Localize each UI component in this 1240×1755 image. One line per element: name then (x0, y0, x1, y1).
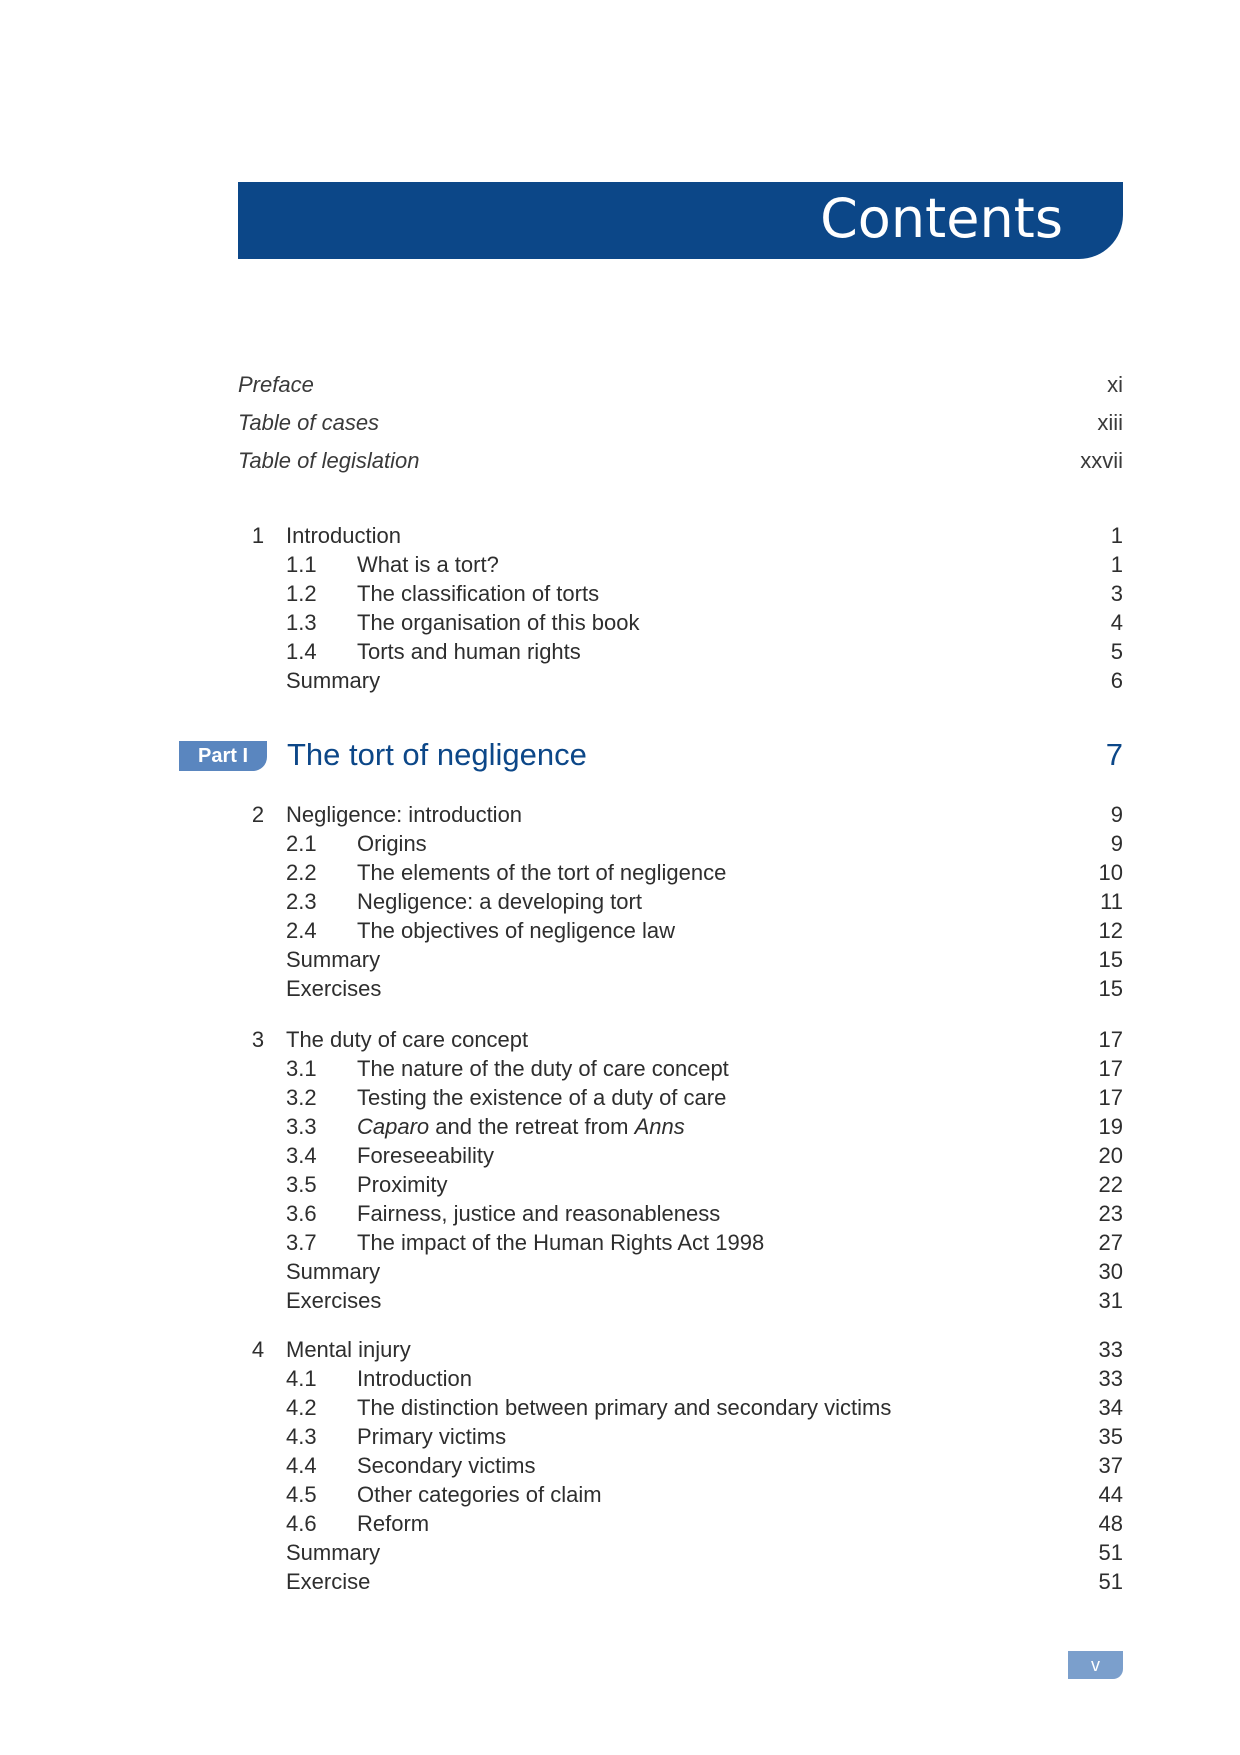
chapter-title: Introduction (286, 523, 401, 548)
entry-page: 48 (1098, 1511, 1123, 1536)
section-title: Primary victims (357, 1424, 507, 1449)
section-title: Testing the existence of a duty of care (357, 1085, 727, 1110)
entry-page: 44 (1098, 1482, 1123, 1507)
page-number-badge: v (1068, 1651, 1123, 1679)
chapter-title: The duty of care concept (286, 1027, 529, 1052)
entry-page: 17 (1098, 1056, 1123, 1081)
section-number: 4.2 (286, 1395, 317, 1420)
entry-page: 1 (1110, 523, 1123, 548)
entry-page: 30 (1098, 1259, 1123, 1284)
entry-page: 19 (1098, 1114, 1123, 1139)
chapter-number: 2 (251, 802, 265, 827)
entry-page: 33 (1098, 1366, 1123, 1391)
section-number: 3.4 (286, 1143, 317, 1168)
summary-label: Summary (286, 947, 381, 972)
section-title: The elements of the tort of negligence (357, 860, 727, 885)
entry-page: 5 (1110, 639, 1123, 664)
section-entry[interactable] (248, 829, 1123, 858)
section-entry[interactable] (248, 608, 1123, 637)
chapter-heading[interactable] (248, 1025, 1123, 1054)
exercises-label: Exercises (286, 976, 382, 1001)
section-entry[interactable] (248, 1393, 1123, 1422)
section-title: The distinction between primary and secondary victims (357, 1395, 892, 1420)
section-number: 1.1 (286, 552, 317, 577)
entry-page: 34 (1098, 1395, 1123, 1420)
summary-entry[interactable] (248, 666, 1123, 695)
case-name-anns: Anns (634, 1114, 685, 1139)
entry-page: 31 (1098, 1288, 1123, 1313)
part-page: 7 (1105, 737, 1123, 772)
exercises-entry[interactable] (248, 1567, 1123, 1596)
section-number: 2.4 (286, 918, 317, 943)
entry-page: 4 (1110, 610, 1123, 635)
entry-page: xi (1107, 372, 1123, 397)
entry-label: Preface (238, 372, 314, 397)
chapter-heading[interactable] (248, 800, 1123, 829)
chapter-number: 3 (251, 1027, 265, 1052)
section-number: 4.5 (286, 1482, 317, 1507)
section-entry[interactable] (248, 637, 1123, 666)
entry-page: 15 (1098, 947, 1123, 972)
entry-page: xxvii (1080, 448, 1123, 473)
entry-page: 33 (1098, 1337, 1123, 1362)
section-entry[interactable] (248, 1054, 1123, 1083)
entry-page: 1 (1110, 552, 1123, 577)
section-entry[interactable] (248, 1364, 1123, 1393)
section-number: 1.3 (286, 610, 317, 635)
section-title: Origins (357, 831, 427, 856)
toc-entry-table-of-cases[interactable] (238, 408, 1123, 438)
summary-label: Summary (286, 668, 381, 693)
summary-entry[interactable] (248, 1257, 1123, 1286)
chapter-1 (248, 521, 1123, 695)
section-number: 4.3 (286, 1424, 317, 1449)
entry-page: 11 (1100, 889, 1123, 914)
entry-page: 17 (1098, 1085, 1123, 1110)
contents-banner (238, 182, 1123, 259)
chapter-title: Mental injury (286, 1337, 411, 1362)
chapter-2 (248, 800, 1123, 1003)
section-title: The classification of torts (357, 581, 600, 606)
section-title-text: and the retreat from (429, 1114, 635, 1139)
section-title: The nature of the duty of care concept (357, 1056, 729, 1081)
entry-page: 17 (1098, 1027, 1123, 1052)
section-entry[interactable] (248, 1228, 1123, 1257)
section-entry[interactable] (248, 887, 1123, 916)
entry-page: 3 (1110, 581, 1123, 606)
entry-page: 9 (1110, 802, 1123, 827)
exercises-label: Exercise (286, 1569, 371, 1594)
section-number: 2.2 (286, 860, 317, 885)
section-title: Torts and human rights (357, 639, 581, 664)
part-title[interactable]: The tort of negligence (287, 737, 587, 772)
section-entry[interactable] (248, 1509, 1123, 1538)
exercises-label: Exercises (286, 1288, 382, 1313)
section-number: 3.7 (286, 1230, 317, 1255)
entry-page: 37 (1098, 1453, 1123, 1478)
section-title: Reform (357, 1511, 430, 1536)
entry-page: 51 (1098, 1540, 1123, 1565)
section-entry[interactable] (248, 916, 1123, 945)
section-entry[interactable] (248, 1199, 1123, 1228)
section-number: 4.6 (286, 1511, 317, 1536)
section-title: The organisation of this book (357, 610, 640, 635)
part-tag: Part I (179, 741, 267, 771)
section-entry[interactable] (248, 858, 1123, 887)
section-title: Other categories of claim (357, 1482, 602, 1507)
summary-entry[interactable] (248, 945, 1123, 974)
entry-page: 35 (1098, 1424, 1123, 1449)
section-entry[interactable] (248, 1170, 1123, 1199)
chapter-4 (248, 1335, 1123, 1596)
section-entry[interactable] (248, 1451, 1123, 1480)
section-number: 3.3 (286, 1114, 317, 1139)
toc-entry-preface[interactable] (238, 370, 1123, 400)
section-title: Foreseeability (357, 1143, 494, 1168)
chapter-3 (248, 1025, 1123, 1315)
section-number: 2.3 (286, 889, 317, 914)
section-title (357, 1112, 685, 1141)
section-number: 3.2 (286, 1085, 317, 1110)
section-title: What is a tort? (357, 552, 499, 577)
section-number: 2.1 (286, 831, 317, 856)
exercises-entry[interactable] (248, 974, 1123, 1003)
entry-page: xiii (1097, 410, 1123, 435)
chapter-heading[interactable] (248, 521, 1123, 550)
page-title: Contents (820, 187, 1063, 250)
chapter-number: 1 (251, 523, 265, 548)
section-title: Secondary victims (357, 1453, 536, 1478)
chapter-heading[interactable] (248, 1335, 1123, 1364)
section-entry[interactable] (248, 1112, 1123, 1141)
entry-page: 10 (1098, 860, 1123, 885)
entry-page: 23 (1098, 1201, 1123, 1226)
summary-label: Summary (286, 1540, 381, 1565)
section-title: The impact of the Human Rights Act 1998 (357, 1230, 765, 1255)
entry-page: 20 (1098, 1143, 1123, 1168)
summary-label: Summary (286, 1259, 381, 1284)
entry-label: Table of legislation (238, 448, 420, 473)
section-entry[interactable] (248, 579, 1123, 608)
toc-entry-table-of-legislation[interactable] (238, 446, 1123, 476)
section-title: The objectives of negligence law (357, 918, 675, 943)
section-entry[interactable] (248, 1141, 1123, 1170)
case-name-caparo: Caparo (357, 1114, 430, 1139)
entry-page: 27 (1098, 1230, 1123, 1255)
entry-page: 51 (1098, 1569, 1123, 1594)
section-number: 3.1 (286, 1056, 317, 1081)
entry-page: 6 (1110, 668, 1123, 693)
section-number: 3.5 (286, 1172, 317, 1197)
section-number: 3.6 (286, 1201, 317, 1226)
chapter-title: Negligence: introduction (286, 802, 523, 827)
section-entry[interactable] (248, 550, 1123, 579)
section-entry[interactable] (248, 1480, 1123, 1509)
chapter-number: 4 (251, 1337, 265, 1362)
section-entry[interactable] (248, 1083, 1123, 1112)
entry-label: Table of cases (238, 410, 380, 435)
section-number: 1.4 (286, 639, 317, 664)
section-number: 1.2 (286, 581, 317, 606)
exercises-entry[interactable] (248, 1286, 1123, 1315)
section-title: Fairness, justice and reasonableness (357, 1201, 721, 1226)
entry-page: 12 (1098, 918, 1123, 943)
section-entry[interactable] (248, 1422, 1123, 1451)
entry-page: 9 (1110, 831, 1123, 856)
section-number: 4.1 (286, 1366, 317, 1391)
section-number: 4.4 (286, 1453, 317, 1478)
summary-entry[interactable] (248, 1538, 1123, 1567)
section-title: Introduction (357, 1366, 472, 1391)
section-title: Proximity (357, 1172, 448, 1197)
entry-page: 15 (1098, 976, 1123, 1001)
entry-page: 22 (1098, 1172, 1123, 1197)
section-title: Negligence: a developing tort (357, 889, 642, 914)
